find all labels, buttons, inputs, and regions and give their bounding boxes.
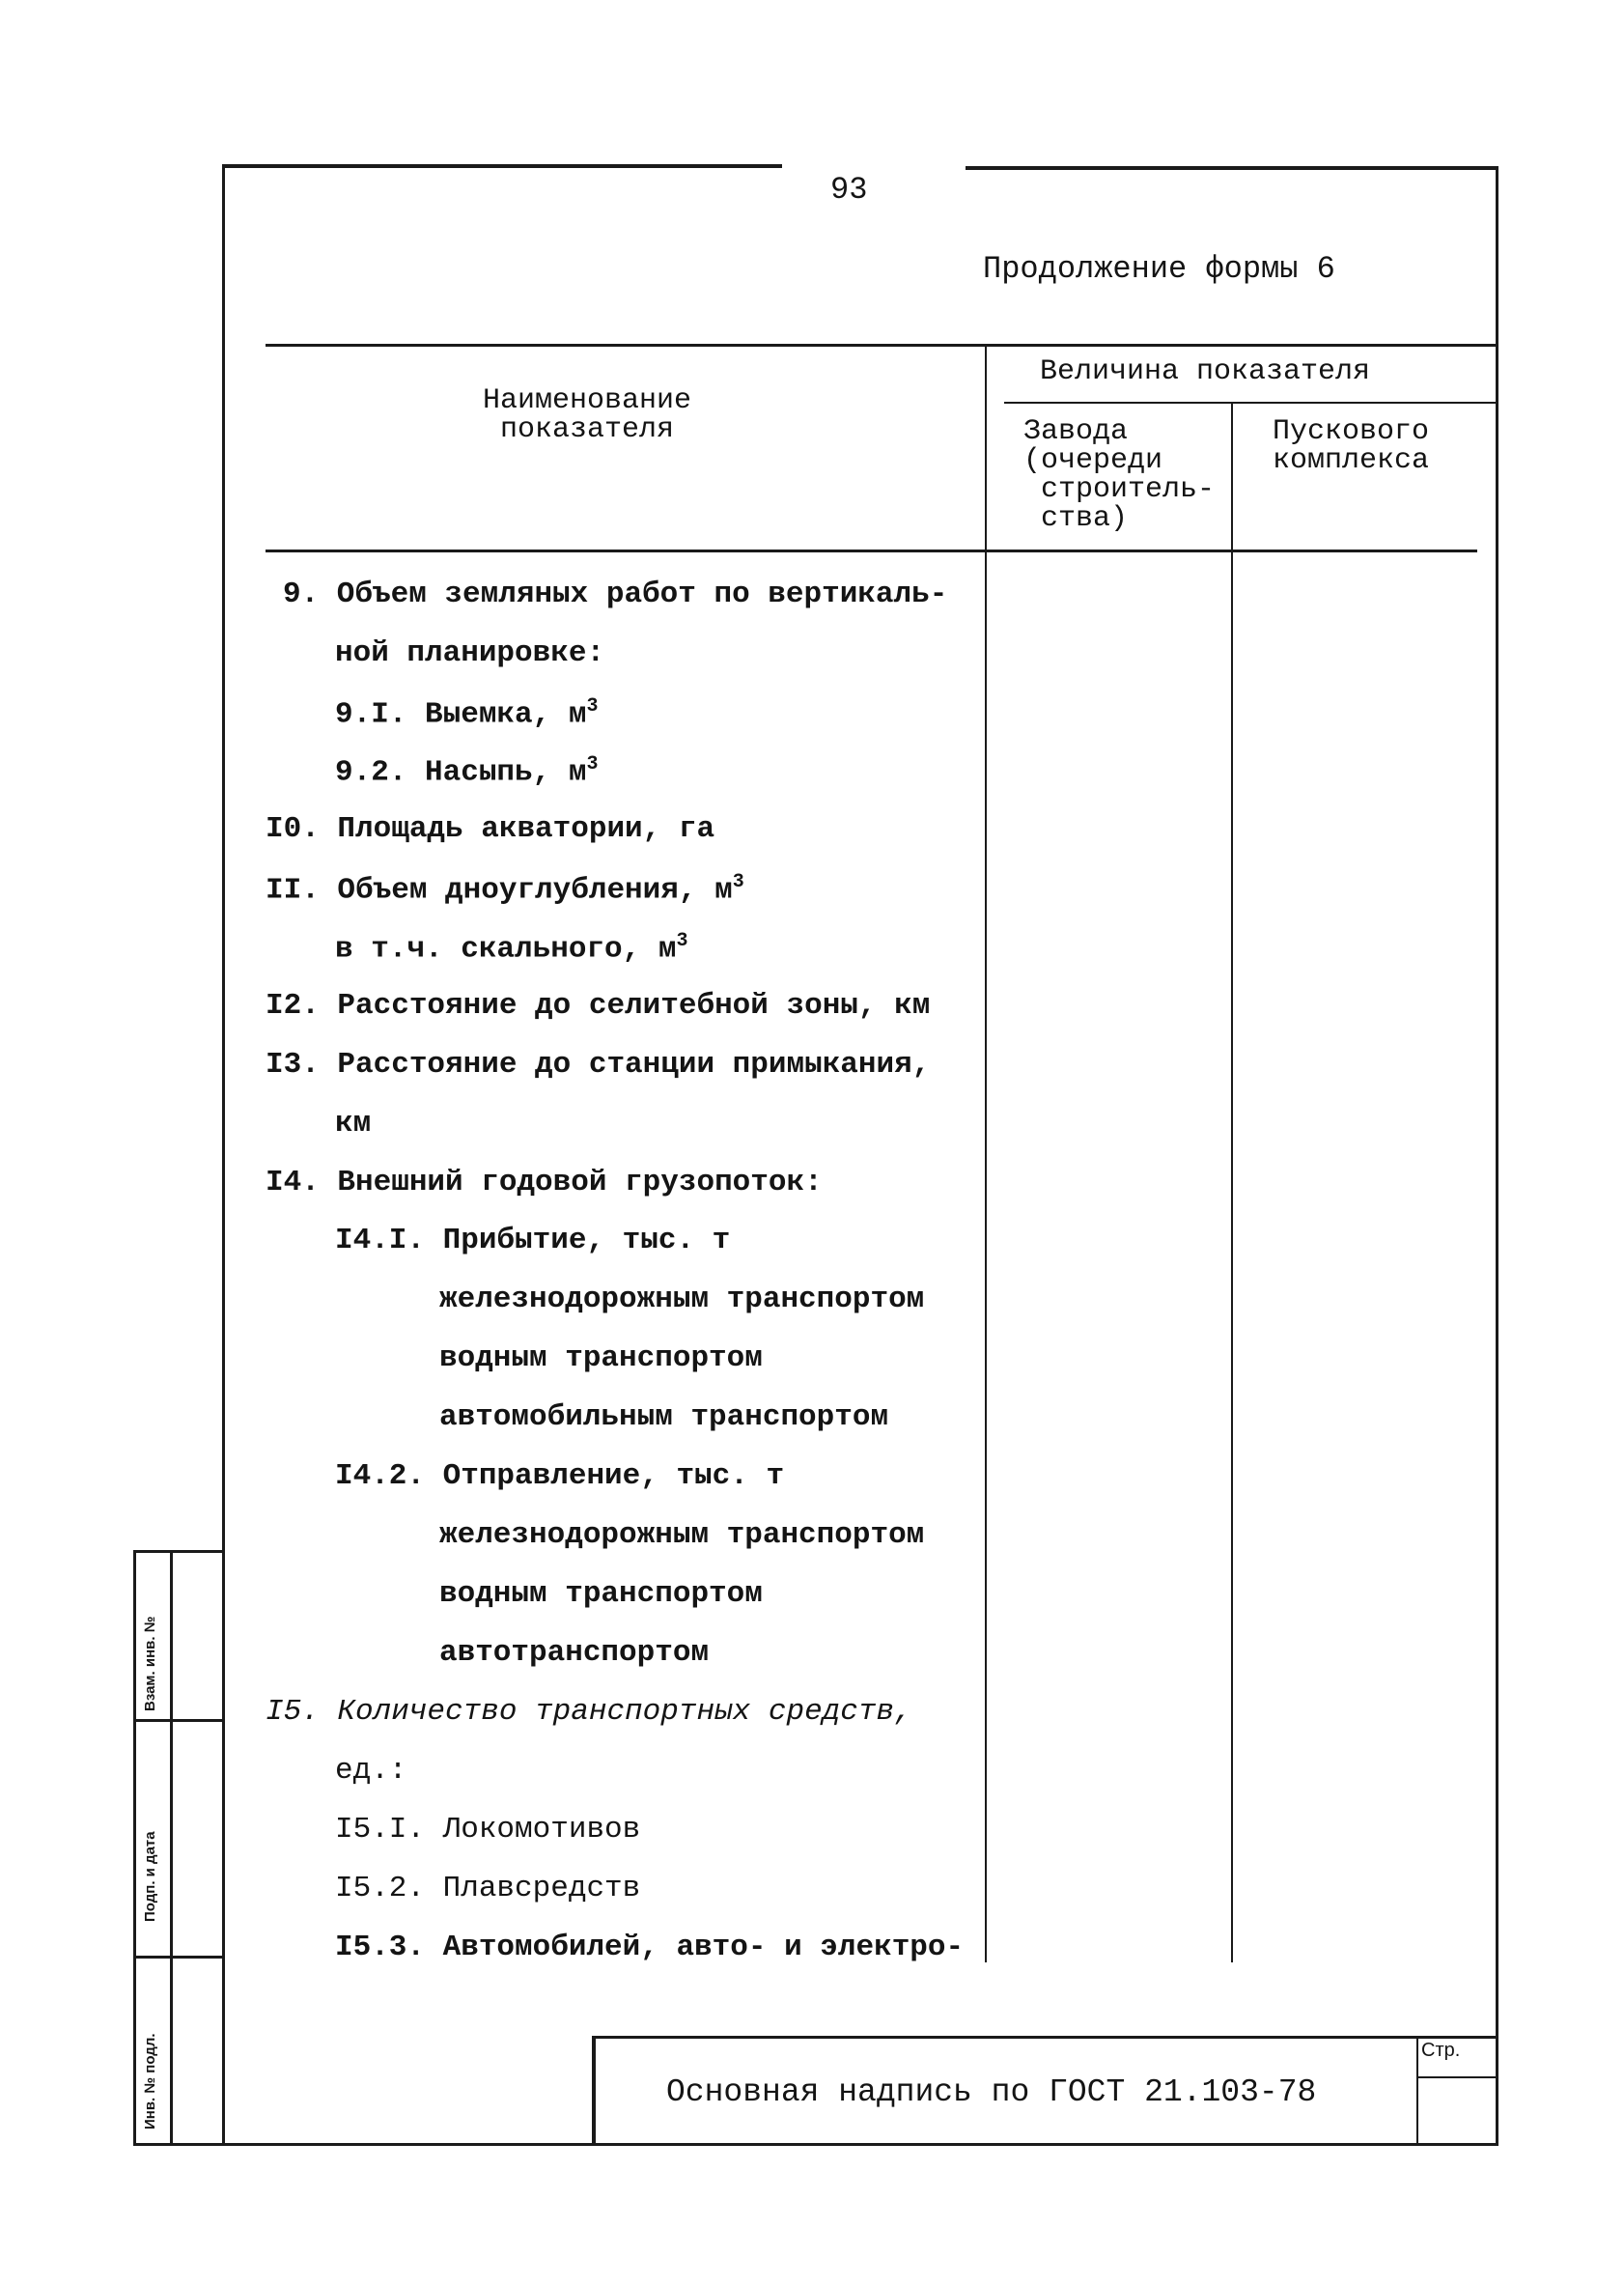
indicator-row	[266, 1048, 930, 1082]
frame-left	[222, 164, 225, 2146]
indicator-text: водным транспортом	[439, 1577, 763, 1611]
title-block-left	[592, 2036, 596, 2146]
indicator-row	[266, 1166, 823, 1199]
indicator-row	[335, 695, 598, 731]
indicator-row	[335, 1459, 784, 1493]
indicator-row	[439, 1636, 709, 1670]
form-continuation-label: Продолжение формы 6	[983, 251, 1335, 287]
stamp-inv-replace-label: Взам. инв. №	[142, 1616, 158, 1711]
name-column-header: Наименование показателя	[483, 384, 692, 446]
indicator-text: I5.2. Плавсредств	[335, 1872, 641, 1905]
indicator-row	[266, 812, 714, 846]
indicator-row	[266, 871, 744, 907]
indicator-text: I0. Площадь акватории, га	[266, 812, 715, 846]
indicator-text: I2. Расстояние до селитебной зоны, км	[266, 989, 931, 1023]
stamp-div-2	[133, 1956, 225, 1959]
table-header-bottom-rule	[266, 550, 1477, 552]
indicator-row	[335, 636, 604, 670]
indicator-text: водным транспортом	[439, 1341, 763, 1375]
indicator-text: I3. Расстояние до станции примыкания,	[266, 1048, 931, 1082]
unit-superscript: 3	[586, 695, 599, 718]
stamp-top	[133, 1550, 225, 1553]
indicator-row	[335, 1224, 730, 1257]
indicator-row	[335, 1931, 964, 1964]
col-divider-2	[1231, 404, 1233, 1962]
indicator-row	[335, 930, 687, 966]
indicator-text: 9. Объем земляных работ по вертикаль-	[283, 578, 948, 611]
indicator-text: в т.ч. скального, м	[335, 932, 677, 967]
indicator-row	[283, 578, 947, 611]
indicator-text: I4.2. Отправление, тыс. т	[335, 1459, 785, 1493]
unit-superscript: 3	[676, 930, 688, 952]
table-top-rule	[266, 344, 1498, 347]
indicator-row	[439, 1577, 763, 1611]
stamp-mid	[170, 1550, 173, 2146]
indicator-text: 9.I. Выемка, м	[335, 697, 587, 732]
indicator-text: I4.I. Прибытие, тыс. т	[335, 1224, 731, 1257]
indicator-row	[335, 1754, 406, 1788]
indicator-row	[266, 989, 930, 1023]
indicator-row	[335, 1107, 371, 1141]
sheet-label: Стр.	[1421, 2040, 1461, 2061]
plant-column-header: Завода (очереди строитель- ства)	[1023, 415, 1216, 535]
complex-column-header: Пускового комплекса	[1273, 415, 1430, 477]
col-divider-1	[985, 347, 987, 1962]
frame-top-left	[222, 164, 782, 168]
indicator-row	[439, 1283, 924, 1316]
unit-superscript: 3	[586, 753, 599, 775]
frame-top-right	[966, 166, 1498, 170]
stamp-inv-original-label: Инв. № подл.	[142, 2033, 158, 2129]
indicator-row	[335, 1813, 640, 1847]
stamp-left	[133, 1550, 136, 2146]
indicator-row	[439, 1518, 924, 1552]
stamp-sign-date-label: Подп. и дата	[142, 1831, 158, 1922]
indicator-text: железнодорожным транспортом	[439, 1283, 925, 1316]
indicator-text: железнодорожным транспортом	[439, 1518, 925, 1552]
indicator-text: I5.3. Автомобилей, авто- и электро-	[335, 1931, 965, 1964]
indicator-text: I5. Количество транспортных средств,	[266, 1695, 912, 1729]
title-block-top	[594, 2036, 1498, 2039]
indicator-row	[266, 1695, 912, 1729]
indicator-text: ед.:	[335, 1754, 407, 1788]
indicator-row	[335, 1872, 640, 1905]
value-group-rule	[1004, 402, 1498, 404]
unit-superscript: 3	[732, 871, 744, 893]
page-number: 93	[830, 172, 868, 208]
indicator-text: автотранспортом	[439, 1636, 710, 1670]
indicator-row	[335, 753, 598, 789]
indicator-row	[439, 1400, 888, 1434]
indicator-text: ной планировке:	[335, 636, 605, 670]
indicator-row	[439, 1341, 763, 1375]
indicator-text: II. Объем дноуглубления, м	[266, 873, 733, 908]
sheet-box-divider	[1416, 2076, 1498, 2078]
indicator-text: км	[335, 1107, 372, 1141]
indicator-text: I5.I. Локомотивов	[335, 1813, 641, 1847]
sheet-box-left	[1416, 2036, 1418, 2146]
stamp-div-1	[133, 1719, 225, 1722]
frame-right	[1496, 166, 1498, 2146]
title-block-caption: Основная надпись по ГОСТ 21.103-78	[666, 2074, 1317, 2110]
value-group-header: Величина показателя	[1040, 355, 1371, 388]
indicator-text: I4. Внешний годовой грузопоток:	[266, 1166, 823, 1199]
indicator-text: автомобильным транспортом	[439, 1400, 889, 1434]
frame-bottom	[133, 2143, 1498, 2146]
indicator-text: 9.2. Насыпь, м	[335, 755, 587, 790]
